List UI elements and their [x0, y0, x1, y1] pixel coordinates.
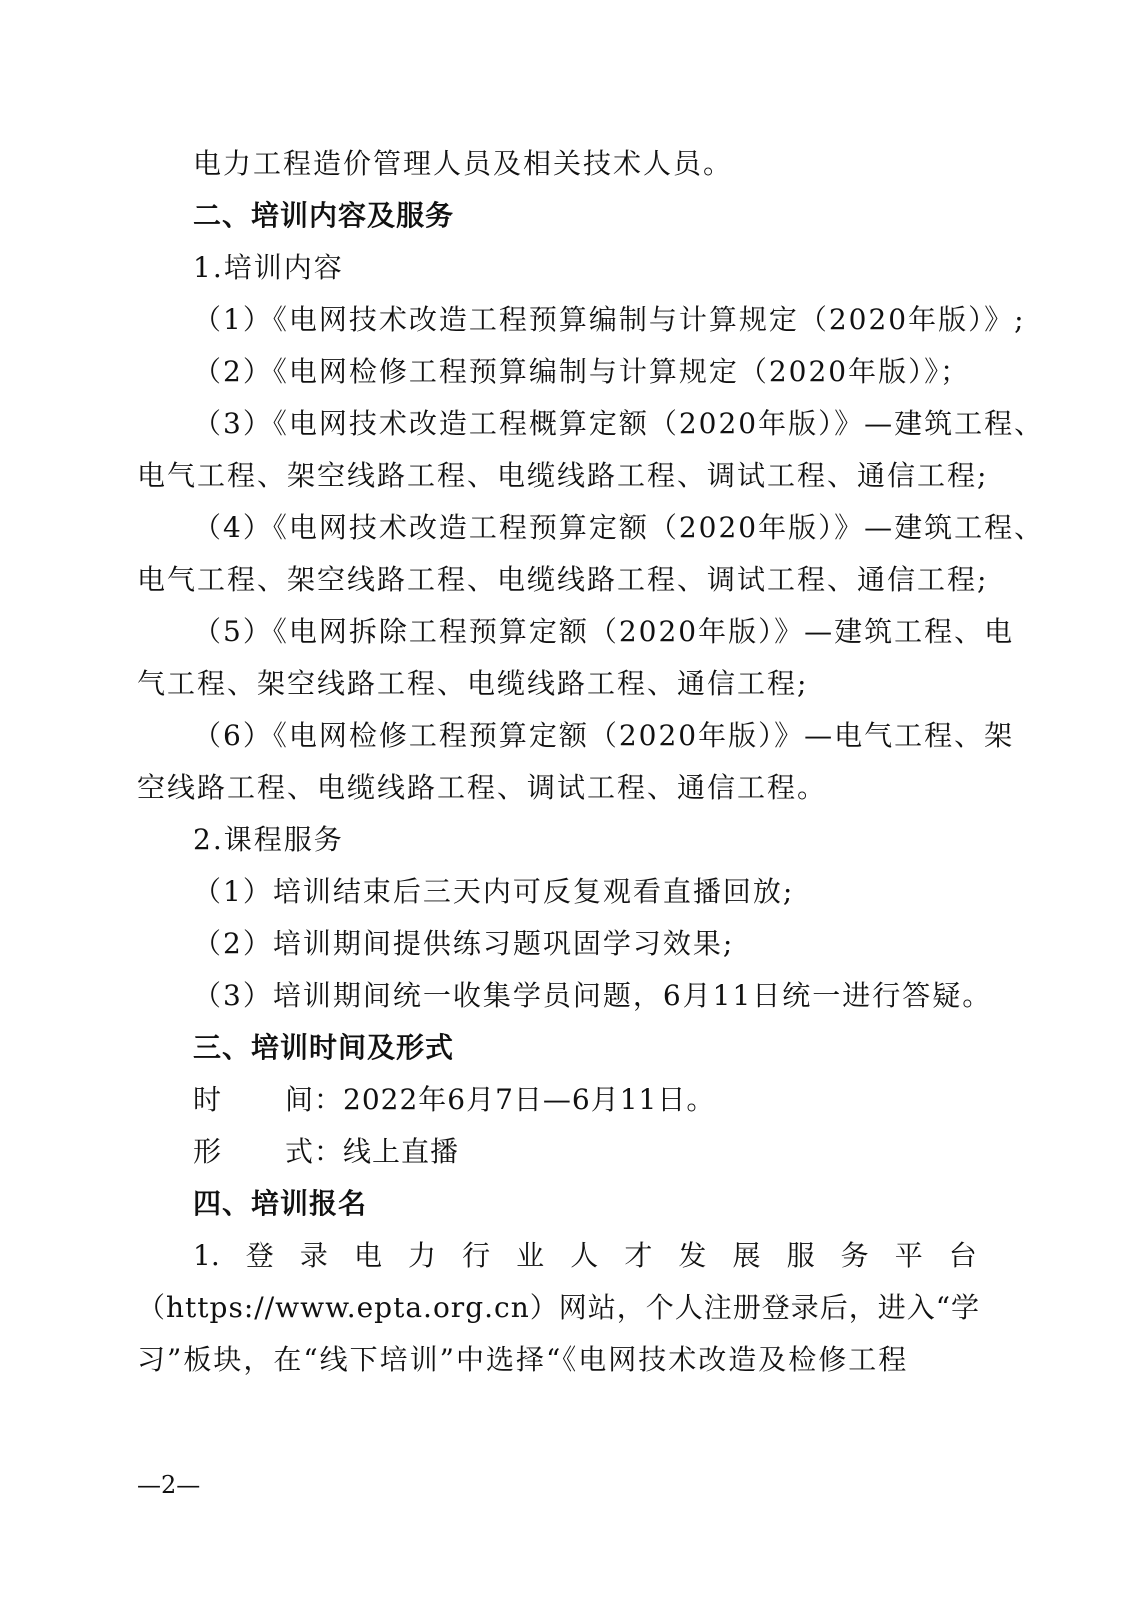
reg-char: 行 [462, 1239, 491, 1272]
list-item-2: （2）《电网检修工程预算编制与计算规定（2020年版）》； [193, 355, 971, 388]
time-label-char-1: 时 [193, 1083, 223, 1116]
list-item-3-line-1: （3）《电网技术改造工程概算定额（2020年版）》—建筑工程、 [193, 407, 1045, 440]
section-heading-2: 二、培训内容及服务 [193, 199, 455, 232]
reg-char: 平 [894, 1239, 923, 1272]
service-item-1: （1）培训结束后三天内可反复观看直播回放; [193, 875, 795, 908]
form-value: 线上直播 [343, 1135, 460, 1168]
time-value: 2022年6月7日—6月11日。 [343, 1083, 716, 1116]
service-item-3: （3）培训期间统一收集学员问题，6月11日统一进行答疑。 [193, 979, 993, 1012]
list-item-5-line-1: （5）《电网拆除工程预算定额（2020年版）》—建筑工程、电 [193, 615, 1015, 648]
reg-char: 服 [786, 1239, 815, 1272]
registration-line-1 [193, 1230, 977, 1282]
reg-char: 1. [193, 1239, 220, 1272]
paragraph-line: 电力工程造价管理人员及相关技术人员。 [193, 147, 734, 180]
subheading-training-content: 1.培训内容 [193, 251, 344, 284]
reg-char: 人 [570, 1239, 599, 1272]
reg-char: 展 [732, 1239, 761, 1272]
service-item-2: （2）培训期间提供练习题巩固学习效果; [193, 927, 735, 960]
section-heading-4: 四、培训报名 [193, 1187, 368, 1220]
reg-char: 业 [516, 1239, 545, 1272]
form-label-char-1: 形 [193, 1135, 223, 1168]
form-label-char-2: 式： [285, 1135, 344, 1168]
reg-char: 力 [408, 1239, 437, 1272]
page-number: —2— [137, 1471, 201, 1499]
list-item-3-line-2: 电气工程、架空线路工程、电缆线路工程、调试工程、通信工程; [137, 459, 989, 492]
time-row [193, 1074, 977, 1126]
reg-char: 电 [353, 1239, 382, 1272]
registration-line-3: 习”板块，在“线下培训”中选择“《电网技术改造及检修工程 [137, 1343, 909, 1376]
registration-line-2: （https://www.epta.org.cn）网站，个人注册登录后，进入“学 [137, 1291, 981, 1324]
list-item-5-line-2: 气工程、架空线路工程、电缆线路工程、通信工程; [137, 667, 809, 700]
time-label-char-2: 间： [285, 1083, 344, 1116]
reg-char: 务 [840, 1239, 869, 1272]
subheading-course-service: 2.课程服务 [193, 823, 344, 856]
reg-char: 登 [245, 1239, 274, 1272]
list-item-4-line-2: 电气工程、架空线路工程、电缆线路工程、调试工程、通信工程; [137, 563, 989, 596]
list-item-4-line-1: （4）《电网技术改造工程预算定额（2020年版）》—建筑工程、 [193, 511, 1045, 544]
reg-char: 发 [678, 1239, 707, 1272]
reg-char: 录 [299, 1239, 328, 1272]
reg-char: 台 [948, 1239, 977, 1272]
form-row [193, 1126, 977, 1178]
section-heading-3: 三、培训时间及形式 [193, 1031, 455, 1064]
list-item-6-line-1: （6）《电网检修工程预算定额（2020年版）》—电气工程、架 [193, 719, 1015, 752]
list-item-6-line-2: 空线路工程、电缆线路工程、调试工程、通信工程。 [137, 771, 828, 804]
list-item-1: （1）《电网技术改造工程预算编制与计算规定（2020年版）》; [193, 303, 1026, 336]
reg-char: 才 [624, 1239, 653, 1272]
